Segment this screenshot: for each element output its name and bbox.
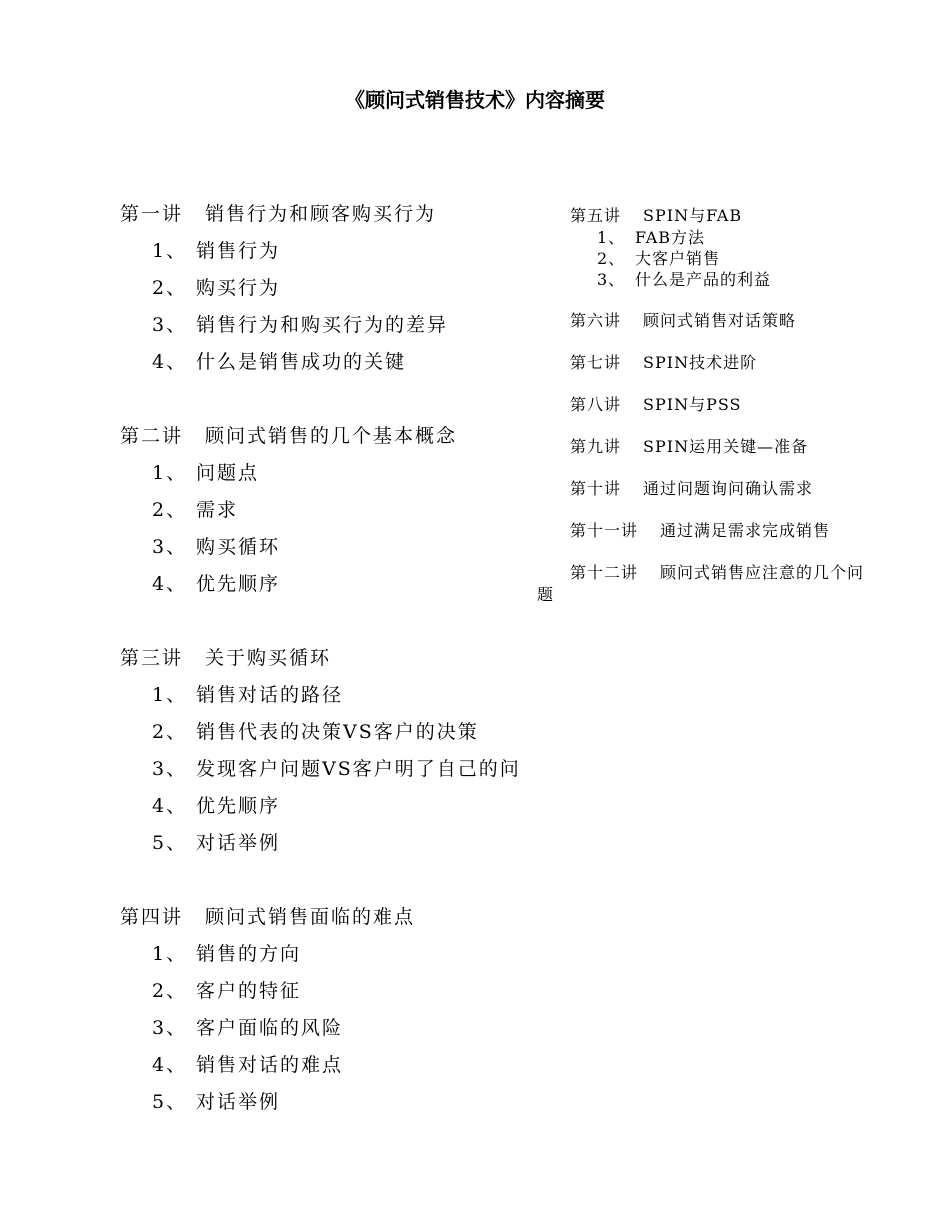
- list-item: 2、 大客户销售: [597, 249, 721, 268]
- lecture-9: [537, 436, 867, 458]
- list-item: 3、 购买循环: [152, 536, 281, 558]
- lecture-10: [537, 478, 867, 500]
- lecture-7: [537, 352, 867, 374]
- lecture-heading: 第二讲 顾问式销售的几个基本概念: [120, 425, 458, 447]
- lecture-4: [120, 899, 525, 1121]
- lecture-5: [537, 205, 867, 290]
- list-item: 3、 销售行为和购买行为的差异: [152, 314, 449, 336]
- list-item: 1、 销售的方向: [152, 943, 302, 965]
- lecture-1: [120, 196, 525, 381]
- list-item: 1、 FAB方法: [597, 228, 706, 247]
- lecture-heading: 第六讲 顾问式销售对话策略: [570, 311, 797, 330]
- list-item: 4、 优先顺序: [152, 795, 281, 817]
- right-column: [537, 205, 867, 626]
- list-item: 1、 销售行为: [152, 240, 281, 262]
- lecture-heading: 第三讲 关于购买循环: [120, 647, 332, 669]
- lecture-6: [537, 310, 867, 332]
- document-title: 《顾问式销售技术》内容摘要: [345, 88, 605, 112]
- list-item: 3、 发现客户问题VS客户明了自己的问: [152, 758, 521, 780]
- list-item: 1、 销售对话的路径: [152, 684, 344, 706]
- lecture-heading: 第十二讲 顾问式销售应注意的几个问题: [537, 563, 865, 604]
- lecture-8: [537, 394, 867, 416]
- list-item: 2、 销售代表的决策VS客户的决策: [152, 721, 479, 743]
- lecture-11: [537, 520, 867, 542]
- list-item: 2、 购买行为: [152, 277, 281, 299]
- lecture-heading: 第七讲 SPIN技术进阶: [570, 353, 758, 372]
- list-item: 5、 对话举例: [152, 1091, 281, 1113]
- list-item: 2、 需求: [152, 499, 239, 521]
- lecture-2: [120, 418, 525, 603]
- list-item: 3、 什么是产品的利益: [597, 270, 772, 289]
- lecture-heading: 第十讲 通过问题询问确认需求: [570, 479, 814, 498]
- list-item: 4、 什么是销售成功的关键: [152, 351, 407, 373]
- list-item: 3、 客户面临的风险: [152, 1017, 344, 1039]
- left-column: [120, 196, 525, 1158]
- lecture-heading: 第四讲 顾问式销售面临的难点: [120, 906, 416, 928]
- lecture-heading: 第一讲 销售行为和顾客购买行为: [120, 203, 437, 225]
- lecture-heading: 第八讲 SPIN与PSS: [570, 395, 742, 414]
- list-item: 2、 客户的特征: [152, 980, 302, 1002]
- lecture-heading: 第九讲 SPIN运用关键—准备: [570, 437, 809, 456]
- list-item: 4、 销售对话的难点: [152, 1054, 344, 1076]
- lecture-heading: 第十一讲 通过满足需求完成销售: [570, 521, 831, 540]
- list-item: 4、 优先顺序: [152, 573, 281, 595]
- list-item: 5、 对话举例: [152, 832, 281, 854]
- lecture-12: [537, 562, 867, 606]
- lecture-3: [120, 640, 525, 862]
- lecture-heading: 第五讲 SPIN与FAB: [570, 206, 743, 225]
- list-item: 1、 问题点: [152, 462, 260, 484]
